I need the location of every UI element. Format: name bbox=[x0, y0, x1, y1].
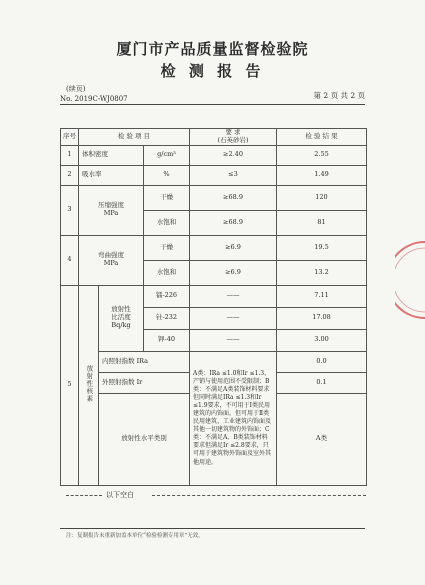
page-info: 第 2 页 共 2 页 bbox=[313, 91, 365, 100]
requirement-value: ≥68.9 bbox=[190, 210, 277, 235]
activity-line2: 比活度 bbox=[111, 313, 131, 322]
row-seq: 2 bbox=[61, 165, 79, 185]
row-seq: 4 bbox=[61, 235, 79, 285]
table-row-internal-index bbox=[61, 351, 367, 372]
nuclide-label: 镭-226 bbox=[144, 285, 190, 307]
specific-activity-label bbox=[99, 285, 144, 351]
dashed-line-left bbox=[66, 495, 102, 496]
row-seq: 5 bbox=[61, 285, 79, 485]
org-title: 厦门市产品质量监督检验院 bbox=[116, 40, 309, 58]
result-value: A类 bbox=[277, 393, 367, 485]
activity-line1: 放射性 bbox=[111, 305, 131, 314]
inspection-table bbox=[60, 128, 367, 486]
footer-divider bbox=[60, 528, 365, 529]
result-value: 0.1 bbox=[277, 372, 367, 393]
nuclide-label: 钍-232 bbox=[144, 307, 190, 329]
item-unit: % bbox=[144, 165, 190, 185]
continuation-label: (续页) bbox=[66, 85, 86, 93]
result-value: 13.2 bbox=[277, 260, 367, 285]
requirement-value: ≥2.40 bbox=[190, 145, 277, 165]
item-name-line1: 压缩强度 bbox=[98, 201, 124, 210]
header-item: 检 验 项 目 bbox=[79, 129, 190, 146]
header-req-line1: 要 求 bbox=[225, 128, 241, 136]
result-value: 81 bbox=[277, 210, 367, 235]
condition-label: 干燥 bbox=[144, 235, 190, 260]
result-value: 3.00 bbox=[277, 329, 367, 351]
table-row-water-absorption bbox=[61, 165, 367, 185]
table-row-radium bbox=[61, 285, 367, 307]
header-requirement bbox=[190, 129, 277, 146]
row-seq: 1 bbox=[61, 145, 79, 165]
table-row-density bbox=[61, 145, 367, 165]
condition-label: 水饱和 bbox=[144, 210, 190, 235]
footnote: 注：复制报告未重新加盖本单位“检验检测专用章”无效。 bbox=[66, 533, 204, 539]
result-value: 17.08 bbox=[277, 307, 367, 329]
radionuclide-group-label: 放射性核素 bbox=[85, 364, 94, 403]
requirement-value: ≤3 bbox=[190, 165, 277, 185]
internal-index-label: 内照射指数 IRa bbox=[99, 351, 190, 372]
row-seq: 3 bbox=[61, 185, 79, 235]
table-row-compressive-dry bbox=[61, 185, 367, 210]
activity-line3: Bq/kg bbox=[111, 320, 131, 329]
table-row-flexural-dry bbox=[61, 235, 367, 260]
requirement-value: —— bbox=[190, 329, 277, 351]
header-req-line2: (石英砂岩) bbox=[217, 135, 249, 144]
item-name-line2: MPa bbox=[103, 209, 119, 218]
header-divider bbox=[60, 104, 365, 105]
requirement-value: —— bbox=[190, 307, 277, 329]
result-value: 120 bbox=[277, 185, 367, 210]
condition-label: 干燥 bbox=[144, 185, 190, 210]
requirement-value: ≥68.9 bbox=[190, 185, 277, 210]
requirement-value: ≥6.9 bbox=[190, 235, 277, 260]
end-of-content bbox=[66, 490, 366, 500]
item-name-line1: 弯曲强度 bbox=[98, 251, 124, 260]
item-name-line2: MPa bbox=[103, 259, 119, 268]
result-value: 7.11 bbox=[277, 285, 367, 307]
item-name: 体积密度 bbox=[79, 145, 144, 165]
dashed-line-right bbox=[152, 495, 366, 496]
header-result: 检 验 结 果 bbox=[277, 129, 367, 146]
result-value: 1.49 bbox=[277, 165, 367, 185]
external-index-label: 外照射指数 Ir bbox=[99, 372, 190, 393]
item-unit: g/cm³ bbox=[144, 145, 190, 165]
radioactivity-class-label: 放射性水平类别 bbox=[99, 393, 190, 485]
result-value: 19.5 bbox=[277, 235, 367, 260]
table-header-row bbox=[61, 129, 367, 146]
radionuclide-group bbox=[79, 285, 99, 485]
requirement-value: —— bbox=[190, 285, 277, 307]
item-name bbox=[79, 235, 144, 285]
item-name bbox=[79, 185, 144, 235]
condition-label: 水饱和 bbox=[144, 260, 190, 285]
requirement-value: ≥6.9 bbox=[190, 260, 277, 285]
nuclide-label: 钾-40 bbox=[144, 329, 190, 351]
item-name: 吸水率 bbox=[79, 165, 144, 185]
official-seal-edge bbox=[395, 240, 425, 320]
end-text: 以下空白 bbox=[106, 491, 134, 499]
result-value: 2.55 bbox=[277, 145, 367, 165]
header-seq: 序号 bbox=[61, 129, 79, 146]
result-value: 0.0 bbox=[277, 351, 367, 372]
radioactivity-requirement: A类：IRa ≤1.0和Ir ≤1.3，产销与使用范围不受限制；B类：不满足A类装饰材料要求但同时满足IRa ≤1.3和Ir ≤1.9要求，不可用于Ⅰ类民用建筑的内饰面，但可用于Ⅱ类民用建筑、工业建筑内饰面及其他一切建筑物的外饰面；C类：不满足A、B类装饰材料要求但满足Ir ≤2.8要求，只可用于建筑物外饰面及室外其他用途。 bbox=[190, 351, 277, 485]
report-number: No. 2019C-WJ0807 bbox=[60, 95, 128, 103]
doc-title: 检 测 报 告 bbox=[160, 62, 265, 80]
